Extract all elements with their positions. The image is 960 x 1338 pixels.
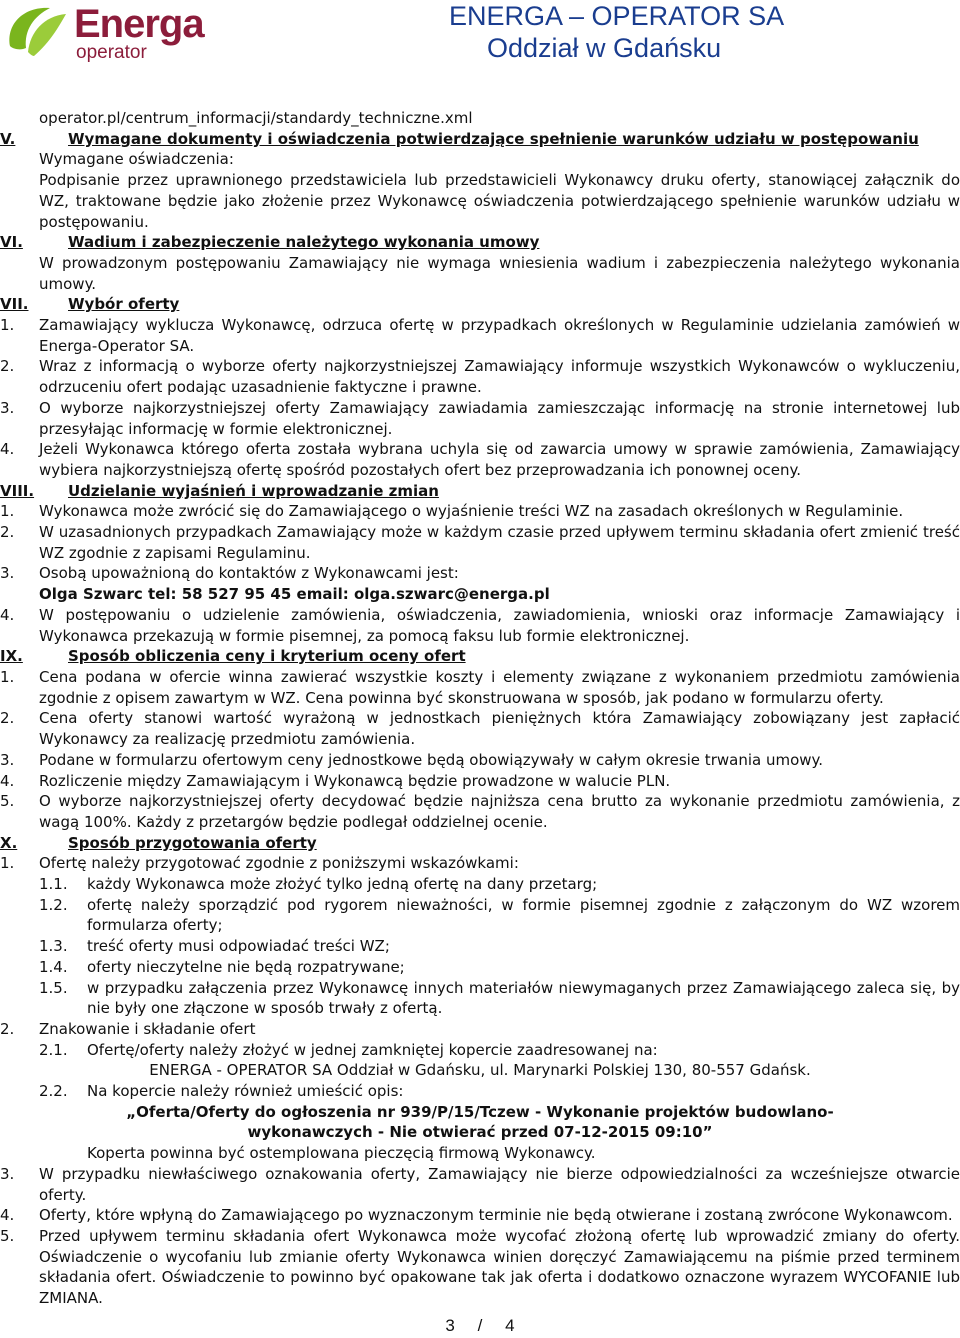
item-number: 4.	[0, 771, 15, 790]
address-line: ENERGA - OPERATOR SA Oddział w Gdańsku, ul. Marynarki Polskiej 130, 80-557 Gdańsk.	[149, 1061, 811, 1080]
sub-item	[0, 895, 960, 936]
section-title: Wadium i zabezpieczenie należytego wykonania umowy	[68, 233, 540, 252]
item-number: 2.1.	[39, 1040, 68, 1059]
section-title: Sposób przygotowania oferty	[68, 833, 317, 852]
section-heading	[0, 481, 960, 502]
item-number: 5.	[0, 792, 15, 811]
item-text: Rozliczenie między Zamawiającym i Wykonawcą będzie prowadzone w walucie PLN.	[39, 771, 671, 790]
item-number: 3.	[0, 1164, 15, 1183]
page-separator: /	[477, 1316, 483, 1335]
page-footer	[0, 1316, 960, 1336]
item-text: Na kopercie należy również umieścić opis:	[87, 1082, 404, 1101]
section-number: VIII.	[0, 481, 35, 500]
list-item	[0, 1019, 960, 1040]
sub-item	[0, 1040, 960, 1061]
item-number: 4.	[0, 440, 15, 459]
envelope-label-line-1: „Oferta/Oferty do ogłoszenia nr 939/P/15/Tczew - Wykonanie projektów budowlano-	[126, 1102, 834, 1121]
list-item	[0, 439, 960, 480]
list-item	[0, 315, 960, 356]
item-text: Jeżeli Wykonawca którego oferta została wybrana uchyla się od zawarcia umowy w sprawie zamówienia, Zamawiający wybiera najkorzystniejszą ofertę spośród pozostałych ofert bez przeprowadzania ich ponownej oceny.	[39, 440, 960, 479]
section-title: Wymagane dokumenty i oświadczenia potwierdzające spełnienie warunków udziału w postępowaniu	[68, 129, 919, 148]
item-text: W przypadku niewłaściwego oznakowania oferty, Zamawiający nie bierze odpowiedzialności za wcześniejsze otwarcie oferty.	[39, 1164, 960, 1204]
item-number: 2.	[0, 357, 15, 376]
item-number: 3.	[0, 564, 15, 583]
item-text: W uzasadnionych przypadkach Zamawiający może w każdym czasie przed upływem terminu składania ofert zmienić treść WZ zgodnie z zapisami Regulaminu.	[39, 523, 960, 562]
item-text: Cena podana w ofercie winna zawierać wszystkie koszty i elementy związane z wykonaniem przedmiotu zamówienia zgodnie z opisem zawartym w WZ. Cena powinna być skonstruowana w sposób, jak podano w formularzu oferty.	[39, 667, 960, 707]
item-text: Znakowanie i składanie ofert	[39, 1019, 256, 1038]
item-number: 1.3.	[39, 937, 68, 956]
page-total: 4	[505, 1316, 515, 1335]
item-text: ofertę należy sporządzić pod rygorem nieważności, w formie pisemnej zgodnie z załączonym do WZ wzorem formularza oferty;	[87, 895, 960, 935]
seal-note: Koperta powinna być ostemplowana pieczęcią firmową Wykonawcy.	[87, 1144, 596, 1163]
section-title: Wybór oferty	[68, 295, 180, 314]
item-text: Zamawiający wyklucza Wykonawcę, odrzuca ofertę w przypadkach określonych w Regulaminie udzielania zamówień w Energa-Operator SA.	[39, 316, 960, 355]
list-item	[0, 522, 960, 563]
url-line: operator.pl/centrum_informacji/standardy_techniczne.xml	[39, 109, 473, 127]
section-heading	[0, 129, 960, 150]
list-item	[0, 853, 960, 874]
item-number: 3.	[0, 398, 15, 417]
list-item	[0, 563, 960, 584]
contact-line: Olga Szwarc tel: 58 527 95 45 email: olga.szwarc@energa.pl	[39, 585, 550, 604]
item-number: 4.	[0, 1206, 15, 1225]
energa-leaf-icon	[4, 2, 70, 64]
item-text: Wraz z informacją o wyborze oferty najkorzystniejszej Zamawiający informuje wszystkich Wykonawców o wykluczeniu, odrzuceniu ofert podając uzasadnienie faktyczne i prawne.	[39, 357, 960, 397]
item-number: 1.	[0, 502, 15, 521]
item-number: 1.1.	[39, 875, 68, 894]
item-text: treść oferty musi odpowiadać treści WZ;	[87, 937, 390, 956]
item-number: 1.4.	[39, 957, 68, 976]
page-number: 3	[445, 1316, 455, 1335]
item-number: 2.2.	[39, 1082, 68, 1101]
list-item	[0, 771, 960, 792]
document-body	[0, 108, 960, 1309]
sub-item	[0, 957, 960, 978]
item-number: 4.	[0, 605, 15, 624]
paragraph: W prowadzonym postępowaniu Zamawiający nie wymaga wniesienia wadium i zabezpieczenia należytego wykonania umowy.	[39, 253, 960, 293]
item-text: oferty nieczytelne nie będą rozpatrywane;	[87, 957, 405, 976]
item-number: 2.	[0, 523, 15, 542]
sub-item	[0, 1081, 960, 1102]
item-number: 1.	[0, 854, 15, 873]
item-text: Oferty, które wpłyną do Zamawiającego po wyznaczonym terminie nie będą otwierane i zostaną zwrócone Wykonawcom.	[39, 1206, 953, 1225]
list-item	[0, 1226, 960, 1309]
item-text: O wyborze najkorzystniejszej oferty decydować będzie najniższa cena brutto za wykonanie przedmiotu zamówienia, z wagą 100%. Każdy z przetargów będzie podlegał oddzielnej ocenie.	[39, 792, 960, 831]
list-item	[0, 1205, 960, 1226]
list-item	[0, 708, 960, 749]
sub-item	[0, 978, 960, 1019]
item-text: W postępowaniu o udzielenie zamówienia, oświadczenia, zawiadomienia, wnioski oraz informacje Zamawiający i Wykonawca przekazują w formie pisemnej, za pomocą faksu lub formie elektronicznej.	[39, 605, 960, 645]
energa-logo	[4, 2, 204, 64]
section-number: VI.	[0, 233, 23, 252]
sub-item	[0, 936, 960, 957]
list-item	[0, 398, 960, 439]
section-title: Udzielanie wyjaśnień i wprowadzanie zmian	[68, 481, 439, 500]
list-item	[0, 501, 960, 522]
item-text: Wykonawca może zwrócić się do Zamawiającego o wyjaśnienie treści WZ na zasadach określonych w Regulaminie.	[39, 502, 904, 521]
company-title: ENERGA – OPERATOR SA	[449, 1, 785, 31]
list-item	[0, 750, 960, 771]
item-text: Osobą upoważnioną do kontaktów z Wykonawcami jest:	[39, 564, 459, 583]
item-number: 2.	[0, 1019, 15, 1038]
section-number: IX.	[0, 647, 23, 666]
item-number: 1.	[0, 667, 15, 686]
paragraph: Podpisanie przez uprawnionego przedstawiciela lub przedstawicieli Wykonawcy druku oferty, stanowiącej załącznik do WZ, traktowane będzie jako złożenie przez Wykonawcę oświadczenia potwierdzającego spełnienie warunków udziału w postępowaniu.	[39, 171, 960, 231]
item-number: 5.	[0, 1226, 15, 1245]
item-text: O wyborze najkorzystniejszej oferty Zamawiający zawiadamia zamieszczając informację na stronie internetowej lub przesyłając informację w formie elektronicznej.	[39, 398, 960, 438]
list-item	[0, 791, 960, 832]
list-item	[0, 605, 960, 646]
item-text: Cena oferty stanowi wartość wyrażoną w jednostkach pieniężnych która Zamawiający zobowiązany jest zapłacić Wykonawcy za realizację przedmiotu zamówienia.	[39, 709, 960, 749]
list-item	[0, 356, 960, 397]
item-text: w przypadku załączenia przez Wykonawcę innych materiałów niewymaganych przez Zamawiającego zaleca się, by nie były one złączone w sposób trwały z ofertą.	[87, 978, 960, 1018]
envelope-label-line-2: wykonawczych - Nie otwierać przed 07-12-2015 09:10”	[247, 1123, 713, 1142]
item-number: 2.	[0, 709, 15, 728]
list-item	[0, 1164, 960, 1205]
page-header	[0, 0, 960, 70]
logo-wordmark: Energa	[74, 2, 204, 46]
item-text: Przed upływem terminu składania ofert Wykonawca może wycofać złożoną ofertę lub wprowadzić zmiany do oferty. Oświadczenie o wycofaniu lub zmianie oferty Wykonawca winien doręczyć Zamawiającemu na piśmie przed terminem składania ofert. Oświadczenie to powinno być opakowane tak jak oferta i dodatkowo oznaczone wyrazem WYCOFANIE lub ZMIANA.	[39, 1226, 960, 1308]
item-number: 1.2.	[39, 895, 68, 914]
section-heading	[0, 646, 960, 667]
paragraph: Wymagane oświadczenia:	[39, 150, 234, 169]
section-number: VII.	[0, 295, 29, 314]
section-heading	[0, 833, 960, 854]
item-text: Ofertę należy przygotować zgodnie z poniższymi wskazówkami:	[39, 854, 519, 873]
item-number: 1.5.	[39, 978, 68, 997]
section-heading	[0, 232, 960, 253]
item-text: Ofertę/oferty należy złożyć w jednej zamkniętej kopercie zaadresowanej na:	[87, 1040, 658, 1059]
section-number: V.	[0, 129, 16, 148]
section-heading	[0, 294, 960, 315]
sub-item	[0, 874, 960, 895]
section-number: X.	[0, 833, 18, 852]
item-number: 3.	[0, 750, 15, 769]
item-text: Podane w formularzu ofertowym ceny jednostkowe będą obowiązywały w całym okresie trwania umowy.	[39, 750, 824, 769]
item-text: każdy Wykonawca może złożyć tylko jedną ofertę na dany przetarg;	[87, 875, 598, 894]
section-title: Sposób obliczenia ceny i kryterium oceny ofert	[68, 647, 466, 666]
branch-title: Oddział w Gdańsku	[487, 33, 722, 63]
logo-subtitle: operator	[76, 42, 147, 63]
list-item	[0, 667, 960, 708]
item-number: 1.	[0, 316, 15, 335]
